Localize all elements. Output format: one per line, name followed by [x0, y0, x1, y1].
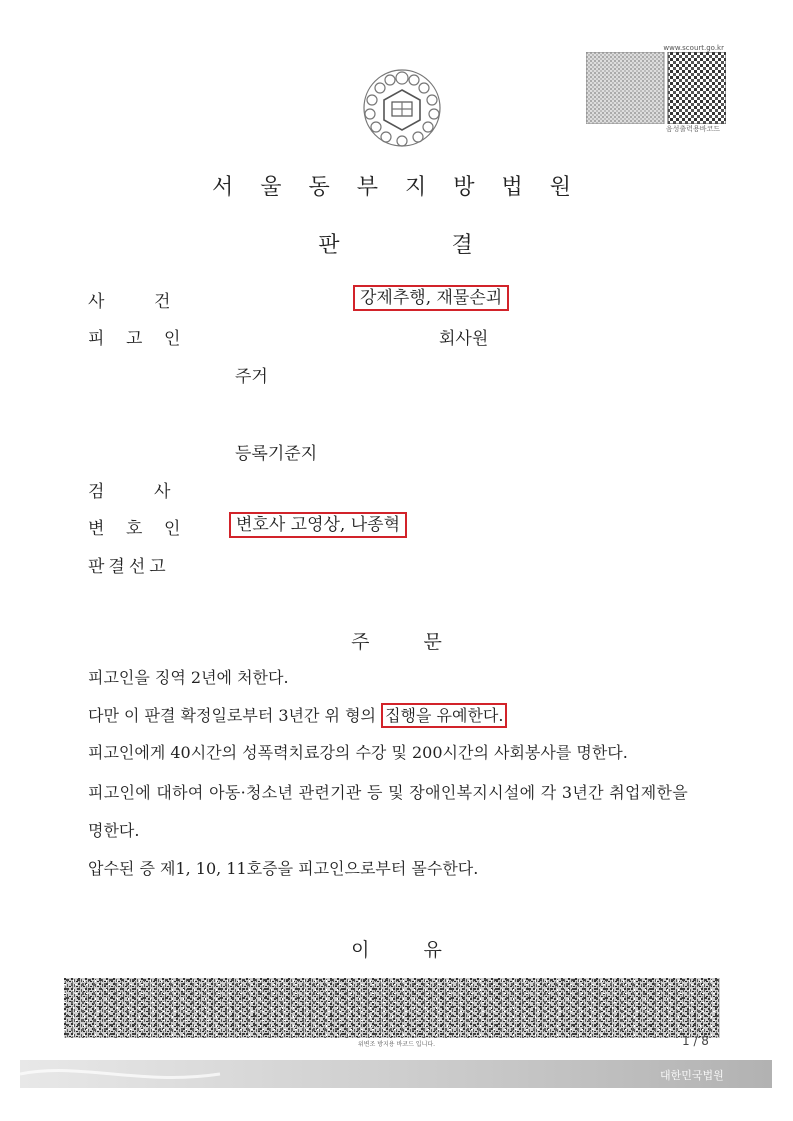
qr-caption: 음성출력용바코드	[665, 125, 720, 133]
order-line-6: 압수된 증 제1, 10, 11호증을 피고인으로부터 몰수한다.	[88, 859, 479, 878]
counsel-value-highlight: 변호사 고영상, 나종혁	[229, 512, 407, 538]
anti-forgery-barcode	[64, 978, 720, 1038]
document-title	[0, 228, 793, 259]
court-name: 서 울 동 부 지 방 법 원	[212, 175, 581, 200]
order-heading: 주 문	[351, 631, 442, 653]
order-line-3: 피고인에게 40시간의 성폭력치료강의 수강 및 200시간의 사회봉사를 명한다.	[88, 743, 628, 762]
title-char-2: 결	[451, 233, 475, 258]
defendant-value: 회사원	[439, 329, 489, 349]
counsel-value	[229, 510, 407, 535]
counsel-label: 변 호 인	[88, 519, 181, 539]
page-number: 1 / 8	[682, 1034, 709, 1048]
qr-url: www.scourt.go.kr	[663, 44, 724, 52]
reason-heading: 이 유	[351, 939, 442, 961]
case-value-highlight: 강제추행, 재물손괴	[353, 285, 509, 311]
registry-label: 등록기준지	[235, 444, 318, 464]
qr-barcode	[586, 44, 726, 133]
sentencing-label: 판결선고	[88, 557, 170, 577]
order-line-4: 피고인에 대하여 아동·청소년 관련기관 등 및 장애인복지시설에 각 3년간 취업제한을	[88, 783, 689, 802]
suspended-sentence-highlight: 집행을 유예한다.	[381, 703, 507, 728]
court-brand: 대한민국법원	[660, 1069, 724, 1082]
order-line-1: 피고인을 징역 2년에 처한다.	[88, 668, 289, 687]
prosecutor-label: 검 사	[88, 482, 171, 502]
order-line-2: 다만 이 판결 확정일로부터 3년간 위 형의 집행을 유예한다.	[88, 708, 507, 724]
case-label: 사 건	[88, 292, 171, 312]
address-label: 주거	[235, 367, 268, 387]
order-line-5: 명한다.	[88, 821, 140, 840]
title-char-1: 판	[318, 233, 342, 258]
barcode-caption: 위변조 방지용 바코드 입니다.	[357, 1041, 436, 1048]
defendant-label: 피 고 인	[88, 329, 181, 349]
court-emblem-icon	[358, 66, 446, 150]
case-value	[353, 283, 509, 308]
